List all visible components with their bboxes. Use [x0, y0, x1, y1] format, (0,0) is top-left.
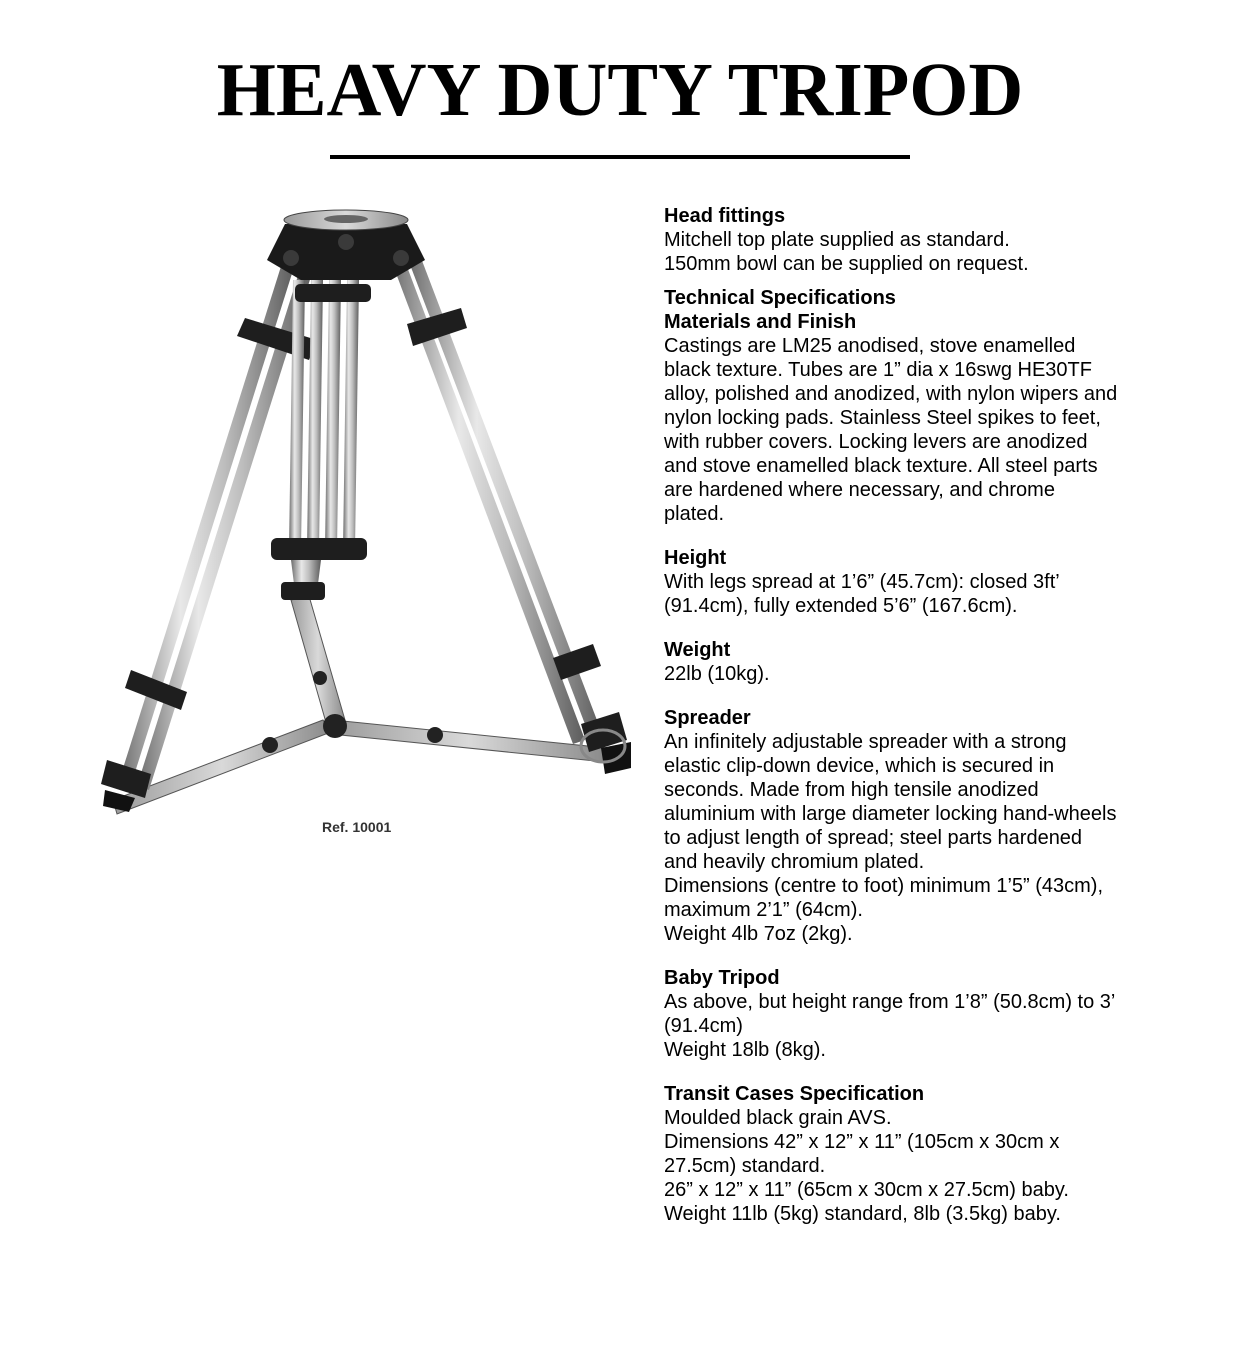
specifications: [664, 204, 1224, 1226]
section-line: As above, but height range from 1’8” (50.8cm) to 3’: [664, 991, 1116, 1013]
page-title: HEAVY DUTY TRIPOD: [216, 48, 1024, 132]
section-line: elastic clip-down device, which is secured in: [664, 755, 1055, 777]
section-line: to adjust length of spread; steel parts hardened: [664, 827, 1083, 849]
section-heading: Spreader: [664, 707, 751, 729]
transit-cases-section: [664, 1082, 1224, 1226]
section-line: seconds. Made from high tensile anodized: [664, 779, 1039, 801]
section-line: Weight 11lb (5kg) standard, 8lb (3.5kg) baby.: [664, 1203, 1061, 1225]
section-subheading: Materials and Finish: [664, 311, 857, 333]
section-line: Mitchell top plate supplied as standard.: [664, 229, 1010, 251]
tripod-photo: [95, 200, 645, 820]
section-line: and heavily chromium plated.: [664, 851, 925, 873]
section-line: Dimensions (centre to foot) minimum 1’5” (43cm),: [664, 875, 1104, 897]
section-line: alloy, polished and anodized, with nylon wipers and: [664, 383, 1118, 405]
section-line: 27.5cm) standard.: [664, 1155, 826, 1177]
section-line: 26” x 12” x 11” (65cm x 30cm x 27.5cm) baby.: [664, 1179, 1069, 1201]
weight-section: [664, 638, 1224, 686]
section-heading: Baby Tripod: [664, 967, 780, 989]
section-line: (91.4cm), fully extended 5’6” (167.6cm).: [664, 595, 1018, 617]
section-line: 22lb (10kg).: [664, 663, 770, 685]
section-line: and stove enamelled black texture. All steel parts: [664, 455, 1098, 477]
section-line: Dimensions 42” x 12” x 11” (105cm x 30cm x: [664, 1131, 1060, 1153]
baby-tripod-section: [664, 966, 1224, 1062]
section-heading: Transit Cases Specification: [664, 1083, 925, 1105]
section-line: 150mm bowl can be supplied on request.: [664, 253, 1029, 275]
height-section: [664, 546, 1224, 618]
section-line: Castings are LM25 anodised, stove enamelled: [664, 335, 1076, 357]
tripod-left-leg: [101, 260, 317, 812]
section-heading: Weight: [664, 639, 731, 661]
tripod-right-leg: [391, 256, 631, 774]
figure-caption: Ref. 10001: [322, 819, 392, 835]
section-line: aluminium with large diameter locking hand-wheels: [664, 803, 1117, 825]
section-line: Weight 4lb 7oz (2kg).: [664, 923, 853, 945]
section-line: (91.4cm): [664, 1015, 743, 1037]
section-line: with rubber covers. Locking levers are anodized: [664, 431, 1088, 453]
section-line: Weight 18lb (8kg).: [664, 1039, 826, 1061]
head-fittings-section: [664, 204, 1224, 276]
spreader-section: [664, 706, 1224, 946]
section-heading: Height: [664, 547, 727, 569]
technical-specifications-section: [664, 286, 1224, 526]
section-heading: Head fittings: [664, 205, 786, 227]
tripod-head: [267, 210, 425, 302]
section-line: maximum 2’1” (64cm).: [664, 899, 863, 921]
title-underline: [330, 155, 910, 159]
section-line: nylon locking pads. Stainless Steel spikes to feet,: [664, 407, 1101, 429]
section-line: With legs spread at 1’6” (45.7cm): closed 3ft’: [664, 571, 1060, 593]
section-line: An infinitely adjustable spreader with a strong: [664, 731, 1067, 753]
section-line: plated.: [664, 503, 725, 525]
section-line: black texture. Tubes are 1” dia x 16swg HE30TF: [664, 359, 1092, 381]
section-heading: Technical Specifications: [664, 287, 896, 309]
section-line: Moulded black grain AVS.: [664, 1107, 892, 1129]
section-line: are hardened where necessary, and chrome: [664, 479, 1055, 501]
